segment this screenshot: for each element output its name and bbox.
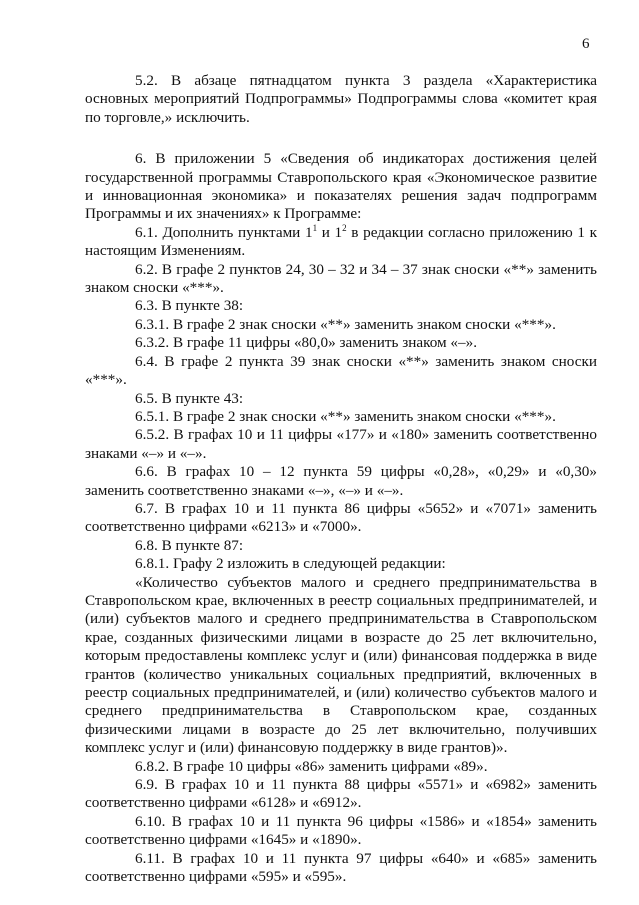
quoted-text: «Количество субъектов малого и среднего предпринимательства в Ставропольском крае, включенных в реестр социальных предпринимателей, и (или) субъектов малого и среднего предпринимательства в Ставропольском крае, созданных физическими лицами в возрасте до 25 лет включительно, которым предоставлены комплекс услуг и (или) финансовая поддержка в виде грантов (количество уникальных социальных предприятий, включенных в реестр социальных предпринимателей, и (или) количество субъектов малого и среднего предпринимательства в Ставропольском крае, созданных физическими лицами в возрасте до 25 лет включительно, получивших комплекс услуг и (или) финансовую поддержку в виде грантов)». (85, 573, 597, 757)
paragraph-6-6: 6.6. В графах 10 – 12 пункта 59 цифры «0,28», «0,29» и «0,30» заменить соответственно знаками «–», «–» и «–». (85, 463, 597, 499)
paragraph-6: 6. В приложении 5 «Сведения об индикаторах достижения целей государственной программы Ставропольского края «Экономическое развитие и инновационная экономика» и показателях решения задач подпрограмм Программы и их значениях» к Программе: (85, 150, 597, 223)
paragraph-6-5-2: 6.5.2. В графах 10 и 11 цифры «177» и «180» заменить соответственно знаками «–» и «–». (85, 426, 597, 462)
paragraph-6-8-2: 6.8.2. В графе 10 цифры «86» заменить цифрами «89». (135, 757, 488, 775)
paragraph-6-8: 6.8. В пункте 87: (135, 536, 244, 554)
paragraph-5-2: 5.2. В абзаце пятнадцатом пункта 3 раздела «Характеристика основных мероприятий Подпрограммы» Подпрограммы слова «комитет края по торговле,» исключить. (85, 72, 597, 126)
paragraph-6-10: 6.10. В графах 10 и 11 пункта 96 цифры «1586» и «1854» заменить соответственно цифрами «1645» и «1890». (85, 812, 597, 849)
superscript-2: 2 (342, 222, 347, 233)
paragraph-6-5: 6.5. В пункте 43: (135, 389, 244, 407)
paragraph-6-2: 6.2. В графе 2 пунктов 24, 30 – 32 и 34 – 37 знак сноски «**» заменить знаком сноски «***». (85, 260, 597, 297)
paragraph-6-1 (85, 224, 597, 261)
paragraph-6-1-part-c: в редакции согласно приложению 1 к настоящим Изменениям. (85, 223, 597, 260)
paragraph-6-9: 6.9. В графах 10 и 11 пункта 88 цифры «5571» и «6982» заменить соответственно цифрами «6128» и «6912». (85, 776, 597, 812)
superscript-1: 1 (312, 222, 318, 233)
paragraph-6-7: 6.7. В графах 10 и 11 пункта 86 цифры «5652» и «7071» заменить соответственно цифрами «6213» и «7000». (85, 499, 597, 536)
paragraph-6-5-1: 6.5.1. В графе 2 знак сноски «**» заменить знаком сноски «***». (135, 407, 556, 425)
paragraph-6-1-part-a: 6.1. Дополнить пунктами 1 (135, 223, 313, 241)
paragraph-6-1-part-b: и 1 (317, 223, 343, 241)
paragraph-6-8-1: 6.8.1. Графу 2 изложить в следующей редакции: (135, 555, 446, 573)
paragraph-6-3-1: 6.3.1. В графе 2 знак сноски «**» заменить знаком сноски «***». (135, 315, 556, 333)
paragraph-6-3-2: 6.3.2. В графе 11 цифры «80,0» заменить знаком «–». (135, 334, 477, 352)
paragraph-6-11: 6.11. В графах 10 и 11 пункта 97 цифры «640» и «685» заменить соответственно цифрами «595» и «595». (85, 849, 597, 886)
page-number: 6 (582, 36, 590, 52)
paragraph-6-3: 6.3. В пункте 38: (135, 297, 244, 315)
paragraph-6-4: 6.4. В графе 2 пункта 39 знак сноски «**» заменить знаком сноски «***». (85, 352, 597, 389)
document-body (85, 72, 597, 886)
